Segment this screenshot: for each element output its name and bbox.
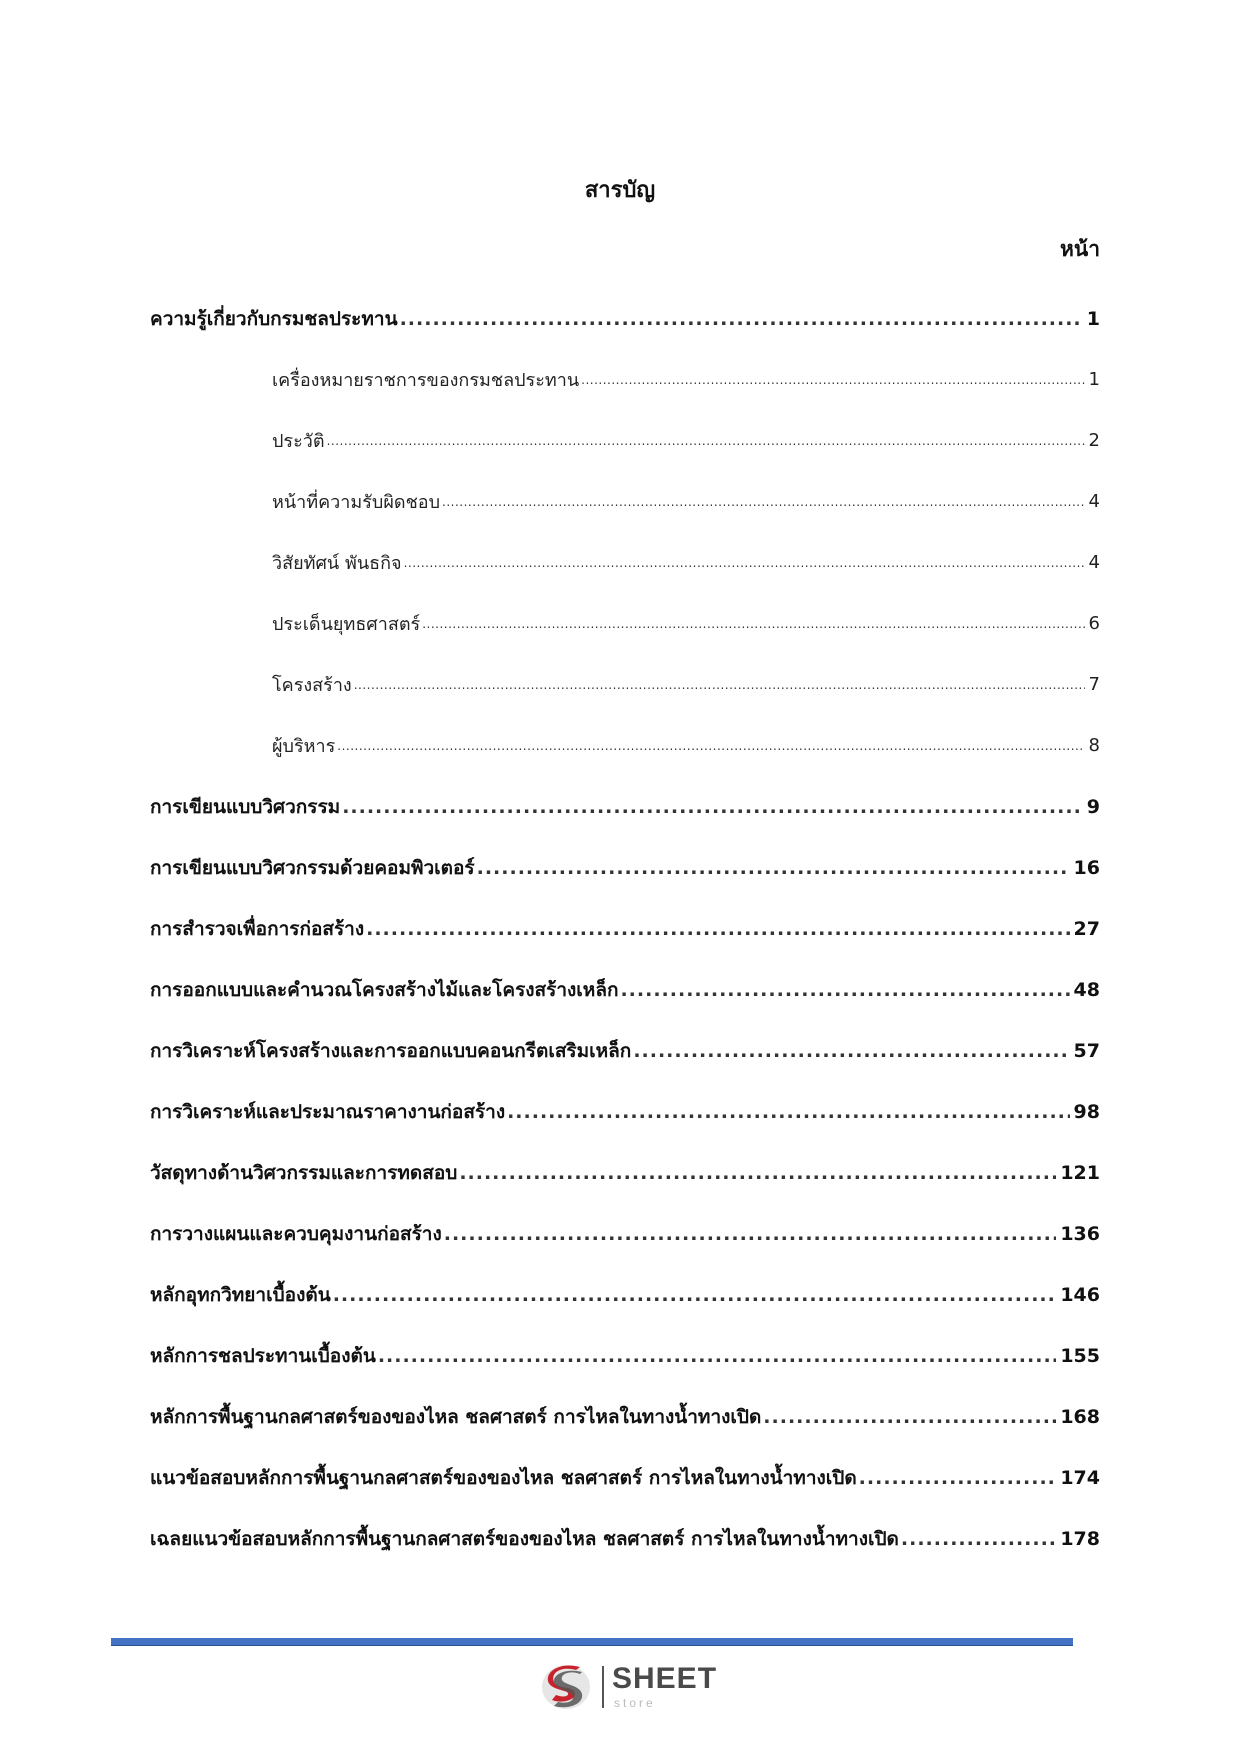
toc-entry-page: 8 <box>1088 735 1100 756</box>
toc-entry-title: การวางแผนและควบคุมงานก่อสร้าง <box>150 1222 442 1245</box>
toc-entry-page: 4 <box>1088 552 1100 573</box>
toc-entry-page: 146 <box>1060 1283 1100 1306</box>
table-of-contents <box>150 288 1100 1569</box>
logo-name: SHEET <box>612 1662 718 1695</box>
toc-entry-title: ความรู้เกี่ยวกับกรมชลประทาน <box>150 307 398 330</box>
toc-entry-chapter[interactable] <box>150 1264 1100 1325</box>
toc-entry-page: 2 <box>1088 430 1100 451</box>
toc-entry-chapter[interactable] <box>150 1020 1100 1081</box>
toc-entry-title: เครื่องหมายราชการของกรมชลประทาน <box>272 370 580 391</box>
toc-entry-page: 121 <box>1060 1161 1100 1184</box>
toc-entry-page: 136 <box>1060 1222 1100 1245</box>
toc-entry-page: 57 <box>1073 1039 1100 1062</box>
toc-entry-title: การเขียนแบบวิศวกรรม <box>150 795 341 818</box>
toc-dot-leader <box>859 1467 1057 1489</box>
toc-dot-leader <box>477 857 1070 879</box>
toc-entry-page: 1 <box>1086 307 1100 330</box>
toc-dot-leader <box>354 678 1085 692</box>
toc-dot-leader <box>633 1040 1069 1062</box>
toc-entry-page: 48 <box>1073 978 1100 1001</box>
toc-dot-leader <box>342 796 1083 818</box>
toc-entry-title: เฉลยแนวข้อสอบหลักการพื้นฐานกลศาสตร์ของของไหล ชลศาสตร์ การไหลในทางน้ำทางเปิด <box>150 1527 899 1550</box>
toc-entry-chapter[interactable] <box>150 1386 1100 1447</box>
toc-entry-title: การวิเคราะห์โครงสร้างและการออกแบบคอนกรีตเสริมเหล็ก <box>150 1039 632 1062</box>
toc-title: สารบัญ <box>584 178 656 203</box>
toc-dot-leader <box>337 739 1084 753</box>
toc-entry-section[interactable] <box>150 593 1100 654</box>
logo-divider <box>602 1666 604 1708</box>
toc-dot-leader <box>400 308 1083 330</box>
toc-entry-chapter[interactable] <box>150 288 1100 349</box>
toc-entry-page: 155 <box>1060 1344 1100 1367</box>
toc-dot-leader <box>620 979 1069 1001</box>
toc-dot-leader <box>333 1284 1057 1306</box>
logo-subtext: store <box>614 1696 656 1710</box>
toc-entry-section[interactable] <box>150 349 1100 410</box>
toc-entry-title: การออกแบบและคำนวณโครงสร้างไม้และโครงสร้างเหล็ก <box>150 978 619 1001</box>
toc-entry-chapter[interactable] <box>150 776 1100 837</box>
toc-entry-page: 168 <box>1060 1405 1100 1428</box>
toc-dot-leader <box>404 556 1085 570</box>
toc-entry-title: วิสัยทัศน์ พันธกิจ <box>272 553 402 574</box>
toc-dot-leader <box>444 1223 1057 1245</box>
toc-entry-title: แนวข้อสอบหลักการพื้นฐานกลศาสตร์ของของไหล ชลศาสตร์ การไหลในทางน้ำทางเปิด <box>150 1466 857 1489</box>
toc-entry-page: 16 <box>1073 856 1100 879</box>
toc-entry-section[interactable] <box>150 471 1100 532</box>
toc-entry-title: หลักการพื้นฐานกลศาสตร์ของของไหล ชลศาสตร์ การไหลในทางน้ำทางเปิด <box>150 1405 762 1428</box>
toc-entry-title: หลักการชลประทานเบื้องต้น <box>150 1344 376 1367</box>
sheet-store-logo-icon <box>540 1660 592 1712</box>
toc-entry-title: ผู้บริหาร <box>272 736 336 757</box>
sheet-store-logo <box>540 1658 720 1716</box>
toc-dot-leader <box>901 1528 1056 1550</box>
toc-entry-chapter[interactable] <box>150 1508 1100 1569</box>
toc-dot-leader <box>366 918 1069 940</box>
toc-entry-page: 27 <box>1073 917 1100 940</box>
footer-rule <box>111 1638 1073 1646</box>
toc-entry-page: 98 <box>1073 1100 1100 1123</box>
toc-entry-page: 6 <box>1088 613 1100 634</box>
toc-entry-page: 7 <box>1088 674 1100 695</box>
toc-entry-page: 1 <box>1088 369 1100 390</box>
toc-entry-chapter[interactable] <box>150 1081 1100 1142</box>
toc-entry-title: วัสดุทางด้านวิศวกรรมและการทดสอบ <box>150 1161 458 1184</box>
toc-entry-chapter[interactable] <box>150 898 1100 959</box>
toc-entry-title: ประเด็นยุทธศาสตร์ <box>272 614 421 635</box>
toc-entry-section[interactable] <box>150 410 1100 471</box>
toc-entry-page: 178 <box>1060 1527 1100 1550</box>
toc-dot-leader <box>581 373 1084 387</box>
toc-dot-leader <box>507 1101 1069 1123</box>
toc-dot-leader <box>422 617 1084 631</box>
toc-entry-page: 174 <box>1060 1466 1100 1489</box>
toc-entry-chapter[interactable] <box>150 959 1100 1020</box>
toc-entry-page: 4 <box>1088 491 1100 512</box>
toc-dot-leader <box>763 1406 1056 1428</box>
toc-entry-section[interactable] <box>150 654 1100 715</box>
toc-entry-page: 9 <box>1086 795 1100 818</box>
toc-entry-section[interactable] <box>150 532 1100 593</box>
toc-entry-chapter[interactable] <box>150 1447 1100 1508</box>
toc-dot-leader <box>378 1345 1057 1367</box>
toc-entry-chapter[interactable] <box>150 837 1100 898</box>
toc-dot-leader <box>327 434 1085 448</box>
toc-entry-title: ประวัติ <box>272 431 325 452</box>
toc-entry-title: หน้าที่ความรับผิดชอบ <box>272 492 441 513</box>
toc-entry-chapter[interactable] <box>150 1203 1100 1264</box>
toc-dot-leader <box>459 1162 1056 1184</box>
toc-entry-title: การวิเคราะห์และประมาณราคางานก่อสร้าง <box>150 1100 506 1123</box>
toc-entry-title: การเขียนแบบวิศวกรรมด้วยคอมพิวเตอร์ <box>150 856 475 879</box>
toc-entry-title: หลักอุทกวิทยาเบื้องต้น <box>150 1283 331 1306</box>
toc-entry-section[interactable] <box>150 715 1100 776</box>
toc-entry-chapter[interactable] <box>150 1142 1100 1203</box>
toc-dot-leader <box>442 495 1085 509</box>
toc-entry-title: การสำรวจเพื่อการก่อสร้าง <box>150 917 365 940</box>
toc-entry-title: โครงสร้าง <box>272 675 352 696</box>
page-column-label: หน้า <box>1060 237 1100 261</box>
toc-entry-chapter[interactable] <box>150 1325 1100 1386</box>
